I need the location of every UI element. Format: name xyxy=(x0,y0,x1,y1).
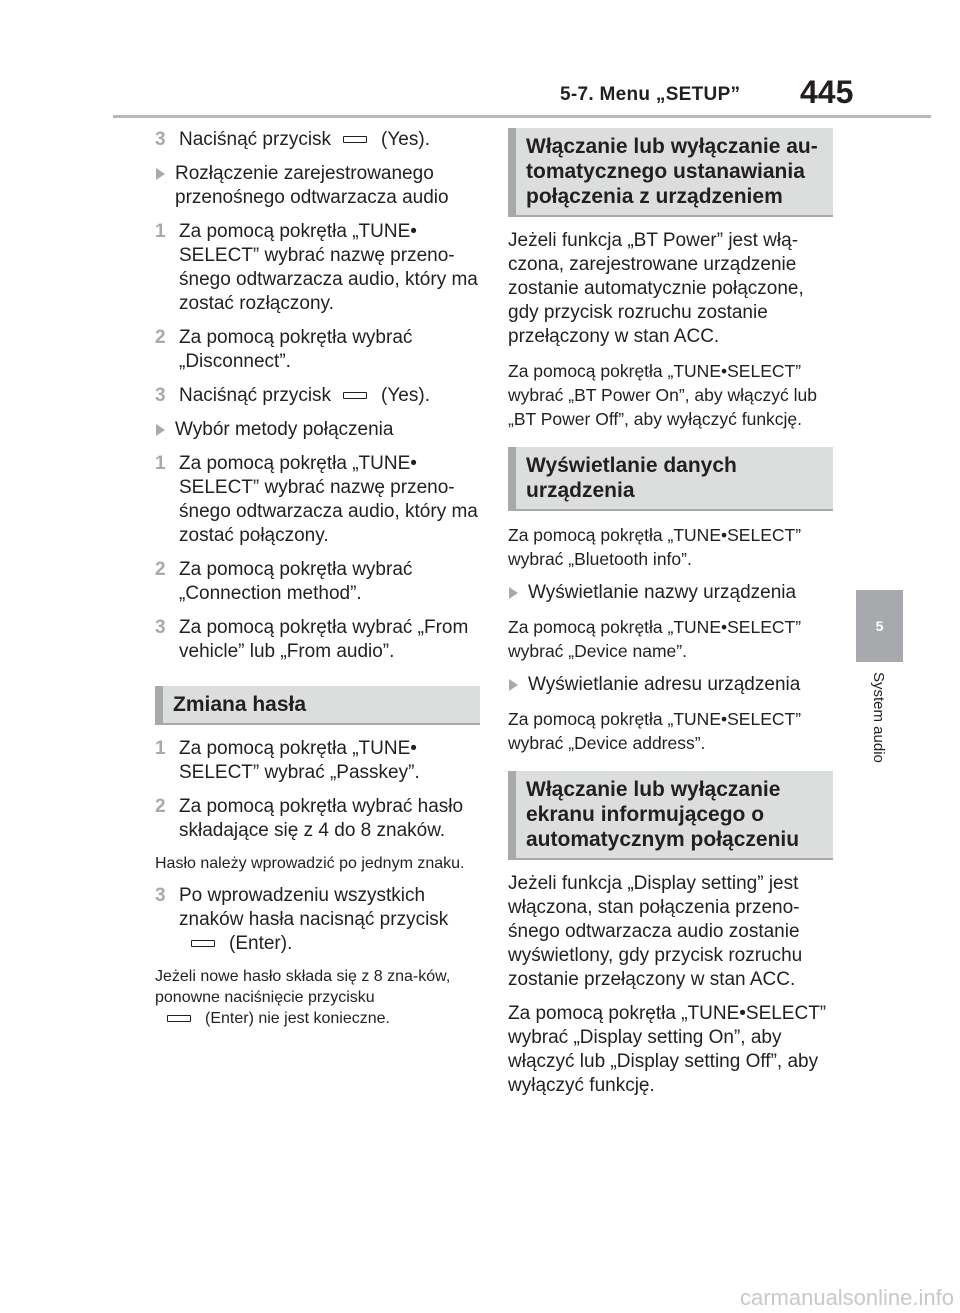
bullet-text: Rozłączenie zarejestrowanego przenośnego odtwarzacza audio xyxy=(175,163,449,208)
step-number: 3 xyxy=(155,129,166,150)
step xyxy=(155,452,480,548)
triangle-bullet-icon xyxy=(509,587,518,599)
step-text-suffix: (Yes). xyxy=(381,129,430,150)
paragraph: Za pomocą pokrętła „TUNE•SELECT” wybrać „Device address”. xyxy=(508,709,802,753)
step xyxy=(155,795,480,843)
bullet-heading xyxy=(155,418,480,442)
step-text: Za pomocą pokrętła wybrać „From vehicle” lub „From audio”. xyxy=(179,617,469,662)
page-number: 445 xyxy=(800,74,854,110)
button-icon xyxy=(343,136,367,143)
bullet-text: Wyświetlanie nazwy urządzenia xyxy=(528,582,797,603)
button-icon xyxy=(191,940,215,947)
step-text: Naciśnąć przycisk xyxy=(179,129,332,150)
paragraph: Jeżeli funkcja „Display setting” jest włączona, stan połączenia przeno-śnego odtwarzacza audio zostanie wyświetlony, gdy przycisk rozruchu zostanie przełączony w stan ACC. xyxy=(508,873,803,990)
paragraph: Jeżeli funkcja „BT Power” jest włą-czona, zarejestrowane urządzenie zostanie automatycznie połączone, gdy przycisk rozruchu zostanie przełączony w stan ACC. xyxy=(508,230,804,347)
note-text: Hasło należy wprowadzić po jednym znaku. xyxy=(155,855,465,872)
step xyxy=(155,737,480,785)
running-header-title: 5-7. Menu „SETUP” xyxy=(560,84,741,105)
left-column xyxy=(155,128,480,1039)
chapter-title: System audio xyxy=(869,672,887,763)
step xyxy=(155,558,480,606)
bullet-text: Wybór metody połączenia xyxy=(175,419,394,440)
section-heading: Włączanie lub wyłączanie au-tomatycznego ustanawiania połączenia z urządzeniem xyxy=(508,128,833,217)
bullet-heading xyxy=(155,162,480,210)
section-heading: Włączanie lub wyłączanie ekranu informującego o automatycznym połączeniu xyxy=(508,771,833,860)
step-text-suffix: (Yes). xyxy=(381,385,430,406)
step xyxy=(155,128,480,152)
step-number: 3 xyxy=(155,885,166,906)
step xyxy=(155,884,480,956)
step-number: 3 xyxy=(155,385,166,406)
step xyxy=(155,220,480,316)
right-column xyxy=(508,128,833,1108)
triangle-bullet-icon xyxy=(156,168,165,180)
step-text: Naciśnąć przycisk xyxy=(179,385,332,406)
step-number: 1 xyxy=(155,453,166,474)
bullet-heading xyxy=(508,673,833,697)
step-text: Za pomocą pokrętła „TUNE• SELECT” wybrać „Passkey”. xyxy=(179,738,420,783)
step-number: 2 xyxy=(155,327,166,348)
step-text: Za pomocą pokrętła „TUNE• SELECT” wybrać nazwę przeno-śnego odtwarzacza audio, który ma zostać rozłączony. xyxy=(179,221,478,314)
step-text: Za pomocą pokrętła wybrać „Disconnect”. xyxy=(179,327,413,372)
button-icon xyxy=(167,1015,191,1022)
note-text xyxy=(155,966,480,1029)
step xyxy=(155,616,480,664)
step-number: 2 xyxy=(155,559,166,580)
step-text: Za pomocą pokrętła wybrać „Connection method”. xyxy=(179,559,413,604)
step-number: 2 xyxy=(155,796,166,817)
paragraph: Za pomocą pokrętła „TUNE•SELECT” wybrać „BT Power On”, aby włączyć lub „BT Power Off”, aby wyłączyć funkcję. xyxy=(508,361,817,429)
bullet-heading xyxy=(508,581,833,605)
step-number: 3 xyxy=(155,617,166,638)
step-text: Po wprowadzeniu wszystkich znaków hasła nacisnąć przycisk xyxy=(179,885,449,930)
button-icon xyxy=(343,392,367,399)
section-heading: Wyświetlanie danych urządzenia xyxy=(508,447,833,511)
paragraph: Za pomocą pokrętła „TUNE•SELECT” wybrać „Bluetooth info”. xyxy=(508,525,802,569)
chapter-side-label xyxy=(856,672,903,792)
section-heading: Zmiana hasła xyxy=(155,686,480,725)
step xyxy=(155,384,480,408)
paragraph: Za pomocą pokrętła „TUNE•SELECT” wybrać „Display setting On”, aby włączyć lub „Display setting Off”, aby wyłączyć funkcję. xyxy=(508,1003,827,1096)
step-number: 1 xyxy=(155,221,166,242)
paragraph: Za pomocą pokrętła „TUNE•SELECT” wybrać „Device name”. xyxy=(508,617,802,661)
step-text: Za pomocą pokrętła „TUNE• SELECT” wybrać nazwę przeno-śnego odtwarzacza audio, który ma zostać połączony. xyxy=(179,453,478,546)
note-body: Jeżeli nowe hasło składa się z 8 zna-ków, ponowne naciśnięcie przycisku xyxy=(155,968,451,1006)
header-divider xyxy=(113,115,931,118)
bullet-text: Wyświetlanie adresu urządzenia xyxy=(528,674,801,695)
step xyxy=(155,326,480,374)
step-text-suffix: (Enter). xyxy=(229,933,293,954)
note-suffix: (Enter) nie jest konieczne. xyxy=(205,1010,390,1027)
step-number: 1 xyxy=(155,738,166,759)
step-text: Za pomocą pokrętła wybrać hasło składające się z 4 do 8 znaków. xyxy=(179,796,464,841)
chapter-tab: 5 xyxy=(856,590,903,662)
triangle-bullet-icon xyxy=(509,679,518,691)
triangle-bullet-icon xyxy=(156,424,165,436)
watermark: carmanualsonline.info xyxy=(739,1285,954,1310)
